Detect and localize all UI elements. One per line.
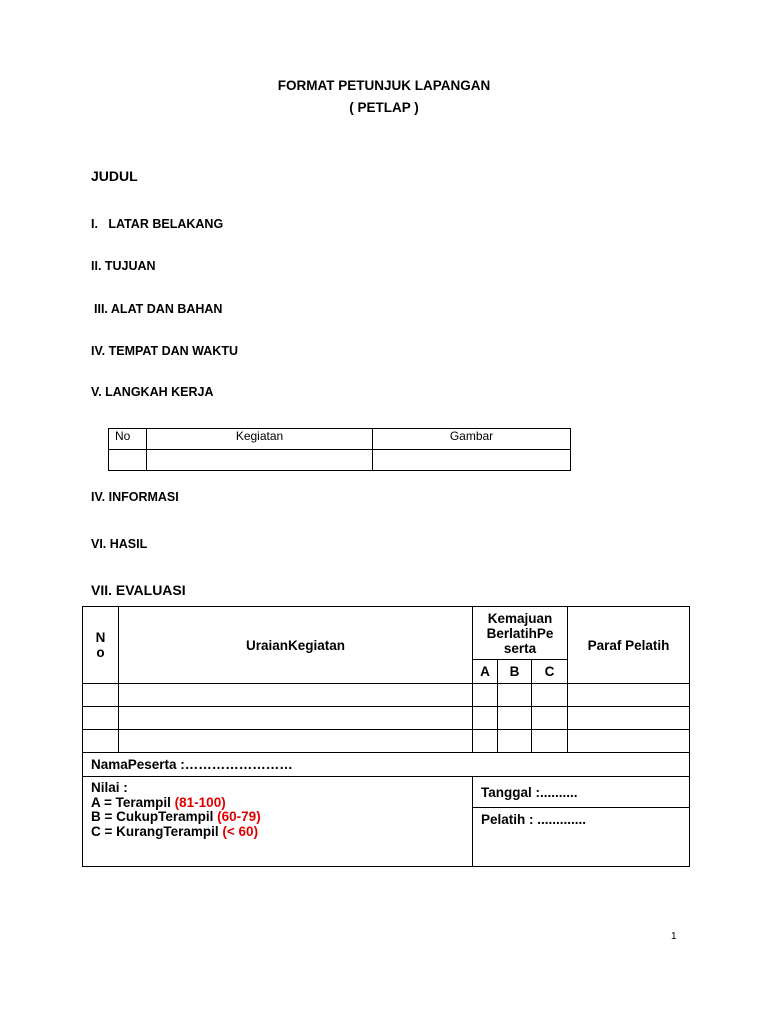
col-header-paraf: Paraf Pelatih (568, 607, 690, 684)
grade-a-range: (81-100) (174, 794, 226, 810)
nama-peserta: NamaPeserta :…………………… (83, 753, 690, 777)
heading-latar-belakang: I. LATAR BELAKANG (91, 217, 224, 231)
grade-b-line: B = CukupTerampil (60-79) (91, 809, 261, 824)
heading-hasil: VI. HASIL (91, 537, 148, 551)
heading-langkah-kerja: V. LANGKAH KERJA (91, 385, 214, 399)
heading-alat-bahan: III. ALAT DAN BAHAN (94, 302, 223, 316)
nilai-label: Nilai : (91, 780, 128, 795)
table-cell (109, 450, 147, 471)
table-cell (147, 450, 373, 471)
col-header-no: N o (83, 607, 119, 684)
evaluasi-table (82, 606, 690, 867)
heading-judul: JUDUL (91, 168, 138, 184)
table-row (83, 684, 690, 707)
heading-evaluasi: VII. EVALUASI (91, 582, 186, 598)
col-header-kemajuan: Kemajuan BerlatihPe serta (473, 607, 568, 660)
col-header-uraian: UraianKegiatan (119, 607, 473, 684)
grade-b-range: (60-79) (217, 809, 261, 824)
col-header-no: No (109, 429, 147, 450)
heading-tujuan: II. TUJUAN (91, 259, 156, 273)
table-cell (373, 450, 571, 471)
grade-header-c: C (532, 660, 568, 684)
heading-informasi: IV. INFORMASI (91, 490, 179, 504)
pelatih-field: Pelatih : ............. (473, 808, 690, 867)
heading-tempat-waktu: IV. TEMPAT DAN WAKTU (91, 344, 238, 358)
grade-header-b: B (498, 660, 532, 684)
page-number: 1 (671, 931, 677, 942)
nilai-cell (83, 777, 473, 867)
grade-a-line: A = Terampil (81-100) (91, 794, 226, 810)
col-header-gambar: Gambar (373, 429, 571, 450)
grade-c-line: C = KurangTerampil (< 60) (91, 823, 259, 839)
document-subtitle: ( PETLAP ) (349, 100, 419, 115)
grade-c-range: (< 60) (222, 823, 259, 839)
col-header-kegiatan: Kegiatan (147, 429, 373, 450)
langkah-kerja-table (108, 428, 571, 471)
tanggal-field: Tanggal :.......... (473, 777, 690, 808)
table-row (83, 707, 690, 730)
document-title: FORMAT PETUNJUK LAPANGAN (277, 78, 491, 93)
table-row (83, 730, 690, 753)
grade-header-a: A (473, 660, 498, 684)
